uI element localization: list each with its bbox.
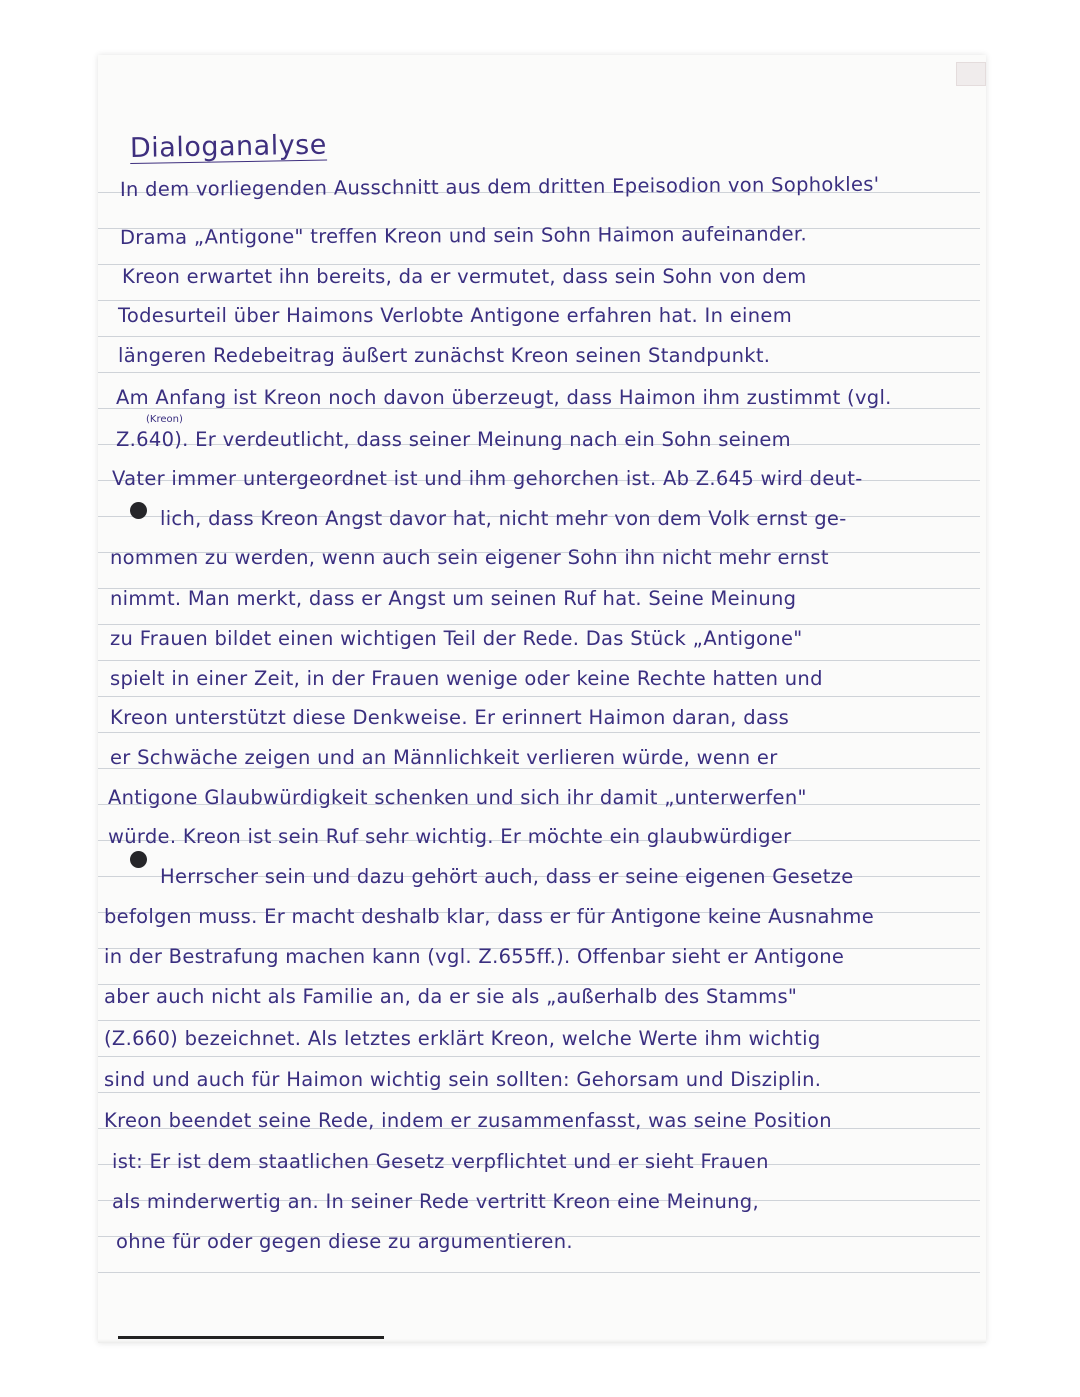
text-line: längeren Redebeitrag äußert zunächst Kreon seinen Standpunkt.	[118, 344, 771, 367]
page-bottom-shadow	[118, 1336, 384, 1339]
page-title: Dialoganalyse	[129, 129, 328, 164]
text-line: würde. Kreon ist sein Ruf sehr wichtig. Er möchte ein glaubwürdiger	[108, 825, 792, 848]
ruled-line	[98, 1272, 980, 1273]
ruled-line	[98, 660, 980, 661]
text-line: ohne für oder gegen diese zu argumentieren.	[116, 1230, 573, 1253]
ruled-line	[98, 696, 980, 697]
text-line: Vater immer untergeordnet ist und ihm gehorchen ist. Ab Z.645 wird deut-	[112, 467, 863, 490]
text-line: als minderwertig an. In seiner Rede vertritt Kreon eine Meinung,	[112, 1190, 759, 1213]
text-line: (Z.660) bezeichnet. Als letztes erklärt Kreon, welche Werte ihm wichtig	[104, 1027, 821, 1050]
ruled-line	[98, 732, 980, 733]
bullet-dot	[130, 851, 147, 868]
text-line: nimmt. Man merkt, dass er Angst um seinen Ruf hat. Seine Meinung	[110, 587, 797, 610]
ruled-line	[98, 1056, 980, 1057]
text-line: ist: Er ist dem staatlichen Gesetz verpflichtet und er sieht Frauen	[112, 1150, 769, 1173]
text-line: zu Frauen bildet einen wichtigen Teil der Rede. Das Stück „Antigone"	[110, 627, 803, 650]
bullet-dot	[130, 502, 147, 519]
margin-annotation: (Kreon)	[146, 414, 183, 425]
text-line: Z.640). Er verdeutlicht, dass seiner Meinung nach ein Sohn seinem	[116, 428, 791, 451]
text-line: nommen zu werden, wenn auch sein eigener Sohn ihn nicht mehr ernst	[110, 546, 829, 569]
text-line: Todesurteil über Haimons Verlobte Antigone erfahren hat. In einem	[118, 304, 793, 327]
text-line: in der Bestrafung machen kann (vgl. Z.655ff.). Offenbar sieht er Antigone	[104, 945, 845, 968]
text-line: spielt in einer Zeit, in der Frauen wenige oder keine Rechte hatten und	[110, 667, 823, 690]
ruled-line	[98, 624, 980, 625]
text-line: Am Anfang ist Kreon noch davon überzeugt, dass Haimon ihm zustimmt (vgl.	[116, 386, 892, 409]
text-line: Kreon beendet seine Rede, indem er zusammenfasst, was seine Position	[104, 1109, 832, 1132]
text-line: Kreon unterstützt diese Denkweise. Er erinnert Haimon daran, dass	[110, 706, 790, 729]
ruled-line	[98, 1092, 980, 1093]
text-line: aber auch nicht als Familie an, da er sie als „außerhalb des Stamms"	[104, 985, 798, 1008]
text-line: In dem vorliegenden Ausschnitt aus dem dritten Epeisodion von Sophokles'	[119, 172, 880, 201]
text-line: Kreon erwartet ihn bereits, da er vermutet, dass sein Sohn von dem	[122, 265, 807, 288]
text-line: Drama „Antigone" treffen Kreon und sein Sohn Haimon aufeinander.	[119, 222, 807, 249]
ruled-line	[98, 300, 980, 301]
page-corner-tab	[956, 62, 986, 86]
text-line: sind und auch für Haimon wichtig sein sollten: Gehorsam und Disziplin.	[104, 1068, 822, 1091]
text-line: Antigone Glaubwürdigkeit schenken und sich ihr damit „unterwerfen"	[108, 786, 807, 809]
ruled-line	[98, 1020, 980, 1021]
text-line: Herrscher sein und dazu gehört auch, dass er seine eigenen Gesetze	[160, 865, 854, 888]
text-line: befolgen muss. Er macht deshalb klar, dass er für Antigone keine Ausnahme	[104, 905, 875, 928]
ruled-line	[98, 336, 980, 337]
ruled-line	[98, 372, 980, 373]
text-line: lich, dass Kreon Angst davor hat, nicht mehr von dem Volk ernst ge-	[160, 507, 847, 530]
text-line: er Schwäche zeigen und an Männlichkeit verlieren würde, wenn er	[110, 746, 778, 769]
